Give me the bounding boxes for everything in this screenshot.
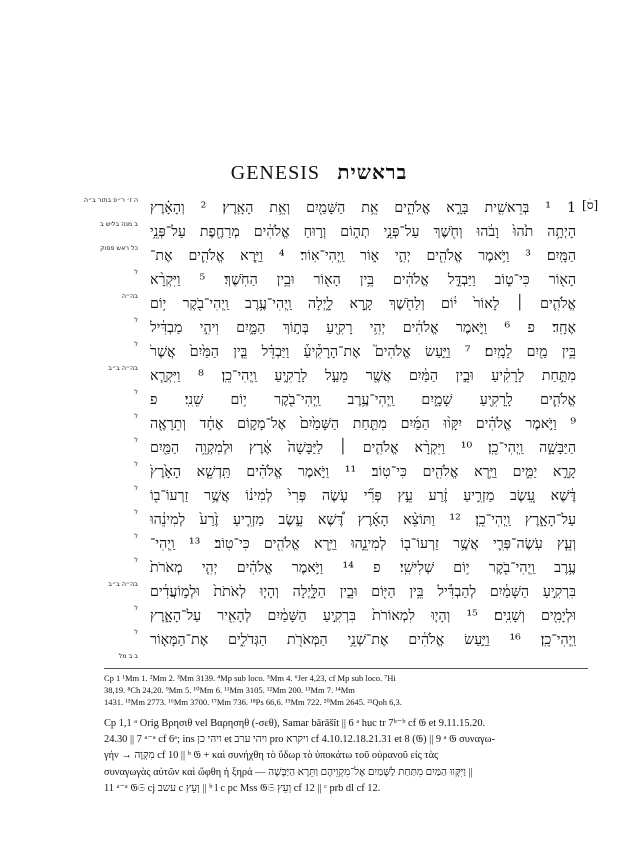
apparatus-line: συναγωγὰς αὐτῶν καὶ ὤφθη ἡ ξηρά — וַיִּקָּווּ הַמַּיִם מִתַּחַת לַשָּׁמַיִם אֶל־מִקְוֵיהֶם וַתֵּרָא הַיַּבָּשָׁה ||	[104, 766, 473, 778]
footnote-divider	[104, 668, 588, 669]
masora-note: ל	[134, 604, 138, 612]
masora-note: בה״ה	[121, 292, 138, 300]
chapter-mark: [סׄ]	[582, 198, 599, 212]
masora-margin	[68, 196, 138, 676]
text-line: וַֽיְהִי־כֵֽן׃ ¹⁶ וַיַּ֣עַשׂ אֱלֹהִ֔ים אֶת־שְׁנֵ֥י הַמְּאֹרֹ֖ת הַגְּדֹלִ֑ים אֶת־הַמָּא֤וֹר	[150, 632, 576, 648]
masora-note: ל	[134, 460, 138, 468]
masora-note: ה ז׳ ר״פ בתור ב״ה	[83, 196, 138, 204]
text-line: וְעֵ֧ץ עֹֽשֶׂה־פְּרִ֛י אֲשֶׁ֥ר זַרְעוֹ־ב֖וֹ לְמִינֵ֑הוּ וַיַּ֥רְא אֱלֹהִ֖ים כִּי־טֽוֹב׃ ¹³ וַֽיְהִי־	[150, 536, 576, 552]
text-line: עַל־הָאָ֑רֶץ וַֽיְהִי־כֵֽן׃ ¹² וַתּוֹצֵ֨א הָאָ֜רֶץ דֶּ֠שֶׁא עֵ֣שֶׂב מַזְרִ֤יעַ זֶ֙רַע֙ לְמִינֵ֔הוּ	[150, 512, 576, 528]
masora-note: ל	[134, 628, 138, 636]
page-title	[0, 160, 638, 185]
text-line: הָיְתָ֥ה תֹ֙הוּ֙ וָבֹ֔הוּ וְחֹ֖שֶׁךְ עַל־פְּנֵ֣י תְה֑וֹם וְר֣וּחַ אֱלֹהִ֔ים מְרַחֶ֖פֶת עַל־פְּנֵ֥י	[150, 224, 576, 240]
masora-note: ל	[134, 268, 138, 276]
text-line: דֶּ֔שֶׁא עֵ֚שֶׂב מַזְרִ֣יעַ זֶ֔רַע עֵ֣ץ פְּרִ֞י עֹ֤שֶׂה פְּרִי֙ לְמִינ֔וֹ אֲשֶׁ֥ר זַרְעוֹ־ב֖וֹ	[150, 488, 576, 504]
title-latin: GENESIS	[230, 162, 320, 184]
masora-note: ל	[134, 316, 138, 324]
masora-note: כל ראש פסוק	[100, 244, 138, 252]
apparatus-line: 24.30 || 7 ᵃ⁻ᵃ cf 6ᵃ; ins ויהי כן et ויהי ערב pro ויקרא cf 4.10.12.18.21.31 et 8 (𝔊) || 9 ᵃ 𝔊 συναγω-	[104, 734, 495, 746]
text-line: אֶחָֽד׃ פ ⁶ וַיֹּ֣אמֶר אֱלֹהִ֔ים יְהִ֥י רָקִ֖יעַ בְּת֣וֹךְ הַמָּ֑יִם וִיהִ֣י מַבְדִּ֔יל	[150, 320, 576, 336]
footnote-line: Cp 1 ¹Mm 1. ²Mm 2. ³Mm 3139. ⁴Mp sub loco. ⁵Mm 4. ⁶Jer 4,23, cf Mp sub loco. ⁷Hi	[104, 673, 396, 683]
text-line: בֵּ֥ין מַ֖יִם לָמָֽיִם׃ ⁷ וַיַּ֣עַשׂ אֱלֹהִים֮ אֶת־הָרָקִ֒יעַ֒ וַיַּבְדֵּ֗ל בֵּ֤ין הַמַּ֙יִם֙ אֲשֶׁר֙	[150, 344, 576, 360]
masora-note: ל	[134, 388, 138, 396]
text-line: בִּרְקִ֣יעַ הַשָּׁמַ֔יִם לְהַבְדִּ֕יל בֵּ֥ין הַיּ֖וֹם וּבֵ֣ין הַלָּ֑יְלָה וְהָי֤וּ לְאֹתֹת֙ וּלְמ֣וֹעֲדִ֔ים	[150, 584, 576, 600]
text-line: אֱלֹהִ֛ים לָֽרָקִ֖יעַ שָׁמָ֑יִם וַֽיְהִי־עֶ֥רֶב וַֽיְהִי־בֹ֖קֶר י֥וֹם שֵׁנִֽי׃ פ	[150, 392, 576, 408]
apparatus-line: 11 ᵃ⁻ᵃ 𝔊𝔖 cj עשב c וְעֵץ || ᵇ l c pc Mss 𝔊𝔖 וְעֵץ cf 12 || ᶜ prb dl cf 12.	[104, 782, 381, 794]
title-hebrew: בראשית	[337, 160, 408, 184]
masora-note: ל	[134, 508, 138, 516]
masora-note: בה״ה ב״ב	[108, 580, 138, 588]
masora-footnotes	[104, 672, 588, 708]
hebrew-text	[150, 196, 576, 652]
masora-note: ב מנה בליש ב	[100, 220, 138, 228]
masora-note: ל	[134, 340, 138, 348]
masora-note: ל	[134, 412, 138, 420]
masora-note: ל	[134, 556, 138, 564]
masora-note: ב ב מל	[118, 652, 138, 660]
text-line: מִתַּ֣חַת לָרָקִ֔יעַ וּבֵ֣ין הַמַּ֔יִם אֲשֶׁ֖ר מֵעַ֣ל לָרָקִ֑יעַ וַֽיְהִי־כֵֽן׃ ⁸ וַיִּקְרָ֧א	[150, 368, 576, 384]
text-line: 1 ¹ בְּרֵאשִׁ֖ית בָּרָ֣א אֱלֹהִ֑ים אֵ֥ת הַשָּׁמַ֖יִם וְאֵ֥ת הָאָֽרֶץ׃ ² וְהָאָ֗רֶץ	[150, 200, 576, 216]
text-line: קָרָ֣א יַמִּ֑ים וַיַּ֥רְא אֱלֹהִ֖ים כִּי־טֽוֹב׃ ¹¹ וַיֹּ֣אמֶר אֱלֹהִ֗ים תַּֽדְשֵׁ֤א הָאָ֙רֶץ֙	[150, 464, 576, 480]
masora-note: ל	[134, 484, 138, 492]
text-line: הַיַּבָּשָׁ֑ה וַֽיְהִי־כֵֽן׃ ¹⁰ וַיִּקְרָ֨א אֱלֹהִ֤ים ׀ לַיַּבָּשָׁה֙ אֶ֔רֶץ וּלְמִקְוֵ֥ה הַמַּ֖יִם	[150, 440, 576, 456]
text-line: אֱלֹהִ֤ים ׀ לָאוֹר֙ י֔וֹם וְלַחֹ֖שֶׁךְ קָ֣רָא לָ֑יְלָה וַֽיְהִי־עֶ֥רֶב וַֽיְהִי־בֹ֖קֶר י֥וֹם	[150, 296, 576, 312]
critical-apparatus	[104, 716, 588, 797]
text-line: וּלְיָמִ֖ים וְשָׁנִֽים׃ ¹⁵ וְהָי֤וּ לִמְאוֹרֹת֙ בִּרְקִ֣יעַ הַשָּׁמַ֔יִם לְהָאִ֖יר עַל־הָאָ֑רֶץ	[150, 608, 576, 624]
masora-note: ל	[134, 532, 138, 540]
masora-note: ל	[134, 436, 138, 444]
masora-note: בה״ה ב״ב	[108, 364, 138, 372]
text-line: הָא֖וֹר כִּי־ט֑וֹב וַיַּבְדֵּ֣ל אֱלֹהִ֔ים בֵּ֥ין הָא֖וֹר וּבֵ֥ין הַחֹֽשֶׁךְ׃ ⁵ וַיִּקְרָ֨א	[150, 272, 576, 288]
footnote-line: 38,19. ⁸Ch 24,20. ⁹Mm 5. ¹⁰Mm 6. ¹¹Mm 3105. ¹²Mm 200. ¹³Mm 7. ¹⁴Mm	[104, 685, 355, 695]
apparatus-line: Cp 1,1 ᵃ Orig Βρησιθ vel Βαρησηθ (-σεθ), Samar bārāšît || 6 ᵃ huc tr 7ᵇ⁻ᵇ cf 𝔊 et 9.11.15.20.	[104, 718, 486, 729]
apparatus-line: γήν → מִקְוֶה cf 10 || ᵇ 𝔊 + καὶ συνήχθη τὸ ὕδωρ τὸ ὑποκάτω τοῦ οὐρανοῦ εἰς τὰς	[104, 750, 439, 762]
text-line: הַמָּֽיִם׃ ³ וַיֹּ֥אמֶר אֱלֹהִ֖ים יְהִ֣י א֑וֹר וַֽיְהִי־אֽוֹר׃ ⁴ וַיַּ֧רְא אֱלֹהִ֛ים אֶת־	[150, 248, 576, 264]
text-line: ⁹ וַיֹּ֣אמֶר אֱלֹהִ֗ים יִקָּו֨וּ הַמַּ֜יִם מִתַּ֤חַת הַשָּׁמַ֙יִם֙ אֶל־מָק֣וֹם אֶחָ֔ד וְתֵרָאֶ֖ה	[150, 416, 576, 432]
text-line: עֶ֥רֶב וַֽיְהִי־בֹ֖קֶר י֥וֹם שְׁלִישִֽׁי׃ פ ¹⁴ וַיֹּ֣אמֶר אֱלֹהִ֗ים יְהִ֤י מְאֹרֹת֙	[150, 560, 576, 576]
footnote-line: 1431. ¹⁵Mm 2773. ¹⁶Mm 3700. ¹⁷Mm 736. ¹⁸Ps 66,6. ¹⁹Mm 722. ²⁰Mm 2645. ²¹Qoh 6,3.	[104, 697, 402, 707]
